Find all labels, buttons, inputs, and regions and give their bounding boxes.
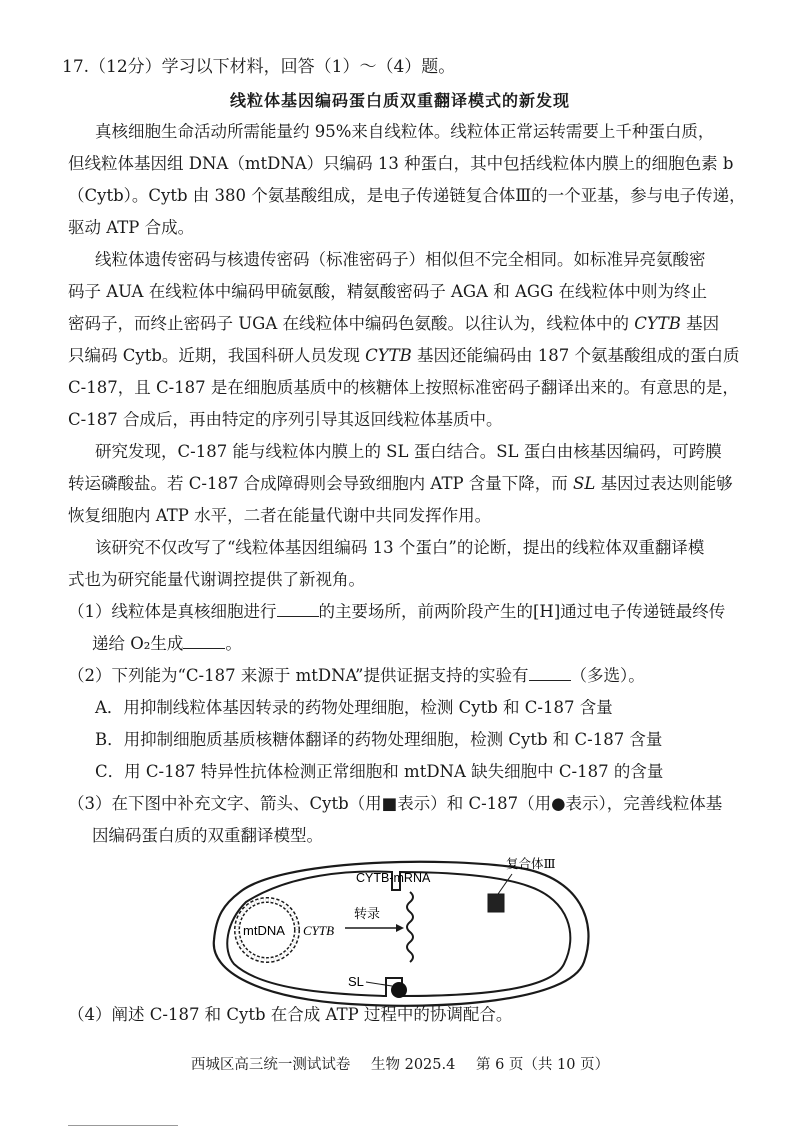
passage-line: 研究发现，C-187 能与线粒体内膜上的 SL 蛋白结合。SL 蛋白由核基因编码，可跨膜 (95, 442, 722, 461)
gene-name: CYTB (365, 346, 412, 365)
passage-line: 式也为研究能量代谢调控提供了新视角。 (68, 570, 365, 589)
footer-page: 第 6 页（共 10 页） (475, 1057, 610, 1073)
gene-name: SL (573, 474, 596, 493)
option-a: A．用抑制线粒体基因转录的药物处理细胞，检测 Cytb 和 C-187 含量 (95, 698, 613, 717)
question-3: （3）在下图中补充文字、箭头、Cytb（用■表示）和 C-187（用●表示），完善线粒体基 (68, 794, 723, 813)
text-run: 递给 O₂生成 (92, 634, 184, 653)
mrna-label: CYTB-mRNA (356, 871, 431, 885)
text-run: 。 (225, 634, 242, 653)
text-run: （1）线粒体是真核细胞进行 (68, 602, 277, 621)
passage-line: 驱动 ATP 合成。 (68, 218, 195, 237)
complex-iii-square (488, 894, 504, 912)
answer-blank[interactable] (529, 664, 571, 681)
arrow-head (396, 924, 404, 932)
passage-line: 恢复细胞内 ATP 水平，二者在能量代谢中共同发挥作用。 (68, 506, 492, 525)
cytb-gene-label: CYTB (303, 923, 335, 938)
passage-line: 真核细胞生命活动所需能量约 95%来自线粒体。线粒体正常运转需要上千种蛋白质， (95, 122, 715, 141)
page-footer (0, 1053, 800, 1074)
question-1 (68, 597, 725, 627)
question-3-cont: 因编码蛋白质的双重翻译模型。 (92, 826, 323, 845)
footer-exam: 西城区高三统一测试试卷 (190, 1057, 351, 1073)
answer-blank[interactable] (277, 600, 319, 617)
passage-line: 但线粒体基因组 DNA（mtDNA）只编码 13 种蛋白，其中包括线粒体内膜上的细胞色素 b (68, 154, 734, 173)
mrna-wave (407, 892, 413, 962)
passage-line: C-187，且 C-187 是在细胞质基质中的核糖体上按照标准密码子翻译出来的。有意思的是， (68, 378, 739, 397)
complex-iii-pointer (498, 874, 512, 894)
passage-title: 线粒体基因编码蛋白质双重翻译模式的新发现 (229, 91, 570, 110)
transcription-label: 转录 (354, 907, 381, 922)
question-2 (68, 661, 645, 691)
text-run: （多选）。 (570, 666, 645, 685)
answer-blank[interactable] (183, 632, 225, 649)
option-c: C．用 C-187 特异性抗体检测正常细胞和 mtDNA 缺失细胞中 C-187 的含量 (95, 762, 664, 781)
text-run: 基因还能编码由 187 个氨基酸组成的蛋白质 (417, 346, 740, 365)
passage-line (68, 469, 733, 499)
text-run: （2）下列能为“C-187 来源于 mtDNA”提供证据支持的实验有 (68, 666, 529, 685)
sl-label: SL (348, 974, 364, 989)
text-run: 基因过表达则能够 (600, 474, 733, 493)
mitochondrion-diagram (200, 852, 600, 1012)
passage-line: 线粒体遗传密码与核遗传密码（标准密码子）相似但不完全相同。如标准异亮氨酸密 (95, 250, 706, 269)
footer-subject: 生物 2025.4 (371, 1057, 456, 1073)
text-run: 的主要场所，前两阶段产生的[H]通过电子传递链最终传 (318, 602, 726, 621)
passage-line: （Cytb）。Cytb 由 380 个氨基酸组成，是电子传递链复合体Ⅲ的一个亚基，参与电子传递， (68, 186, 746, 205)
page-edge-line (68, 1125, 178, 1130)
sl-protein (391, 982, 407, 998)
text-run: 转运磷酸盐。若 C-187 合成障碍则会导致细胞内 ATP 含量下降，而 (68, 474, 568, 493)
passage-line: 该研究不仅改写了“线粒体基因组编码 13 个蛋白”的论断，提出的线粒体双重翻译模 (95, 538, 705, 557)
text-run: 密码子，而终止密码子 UGA 在线粒体中编码色氨酸。以往认为，线粒体中的 (68, 314, 629, 333)
passage-line: C-187 合成后，再由特定的序列引导其返回线粒体基质中。 (68, 410, 503, 429)
text-run: 只编码 Cytb。近期，我国科研人员发现 (68, 346, 360, 365)
option-b: B．用抑制细胞质基质核糖体翻译的药物处理细胞，检测 Cytb 和 C-187 含量 (95, 730, 663, 749)
text-run: 基因 (686, 314, 720, 333)
complex-iii-label: 复合体Ⅲ (506, 856, 556, 871)
mtdna-label: mtDNA (243, 923, 285, 938)
passage-line: 码子 AUA 在线粒体中编码甲硫氨酸，精氨酸密码子 AGA 和 AGG 在线粒体中则为终止 (68, 282, 707, 301)
question-header: 17.（12分）学习以下材料，回答（1）～（4）题。 (62, 57, 456, 77)
passage-line (68, 341, 740, 371)
sl-pointer (366, 982, 392, 986)
passage-line (68, 309, 728, 339)
gene-name: CYTB (634, 314, 681, 333)
question-1-cont (92, 629, 242, 659)
question-4: （4）阐述 C-187 和 Cytb 在合成 ATP 过程中的协调配合。 (68, 1005, 513, 1024)
